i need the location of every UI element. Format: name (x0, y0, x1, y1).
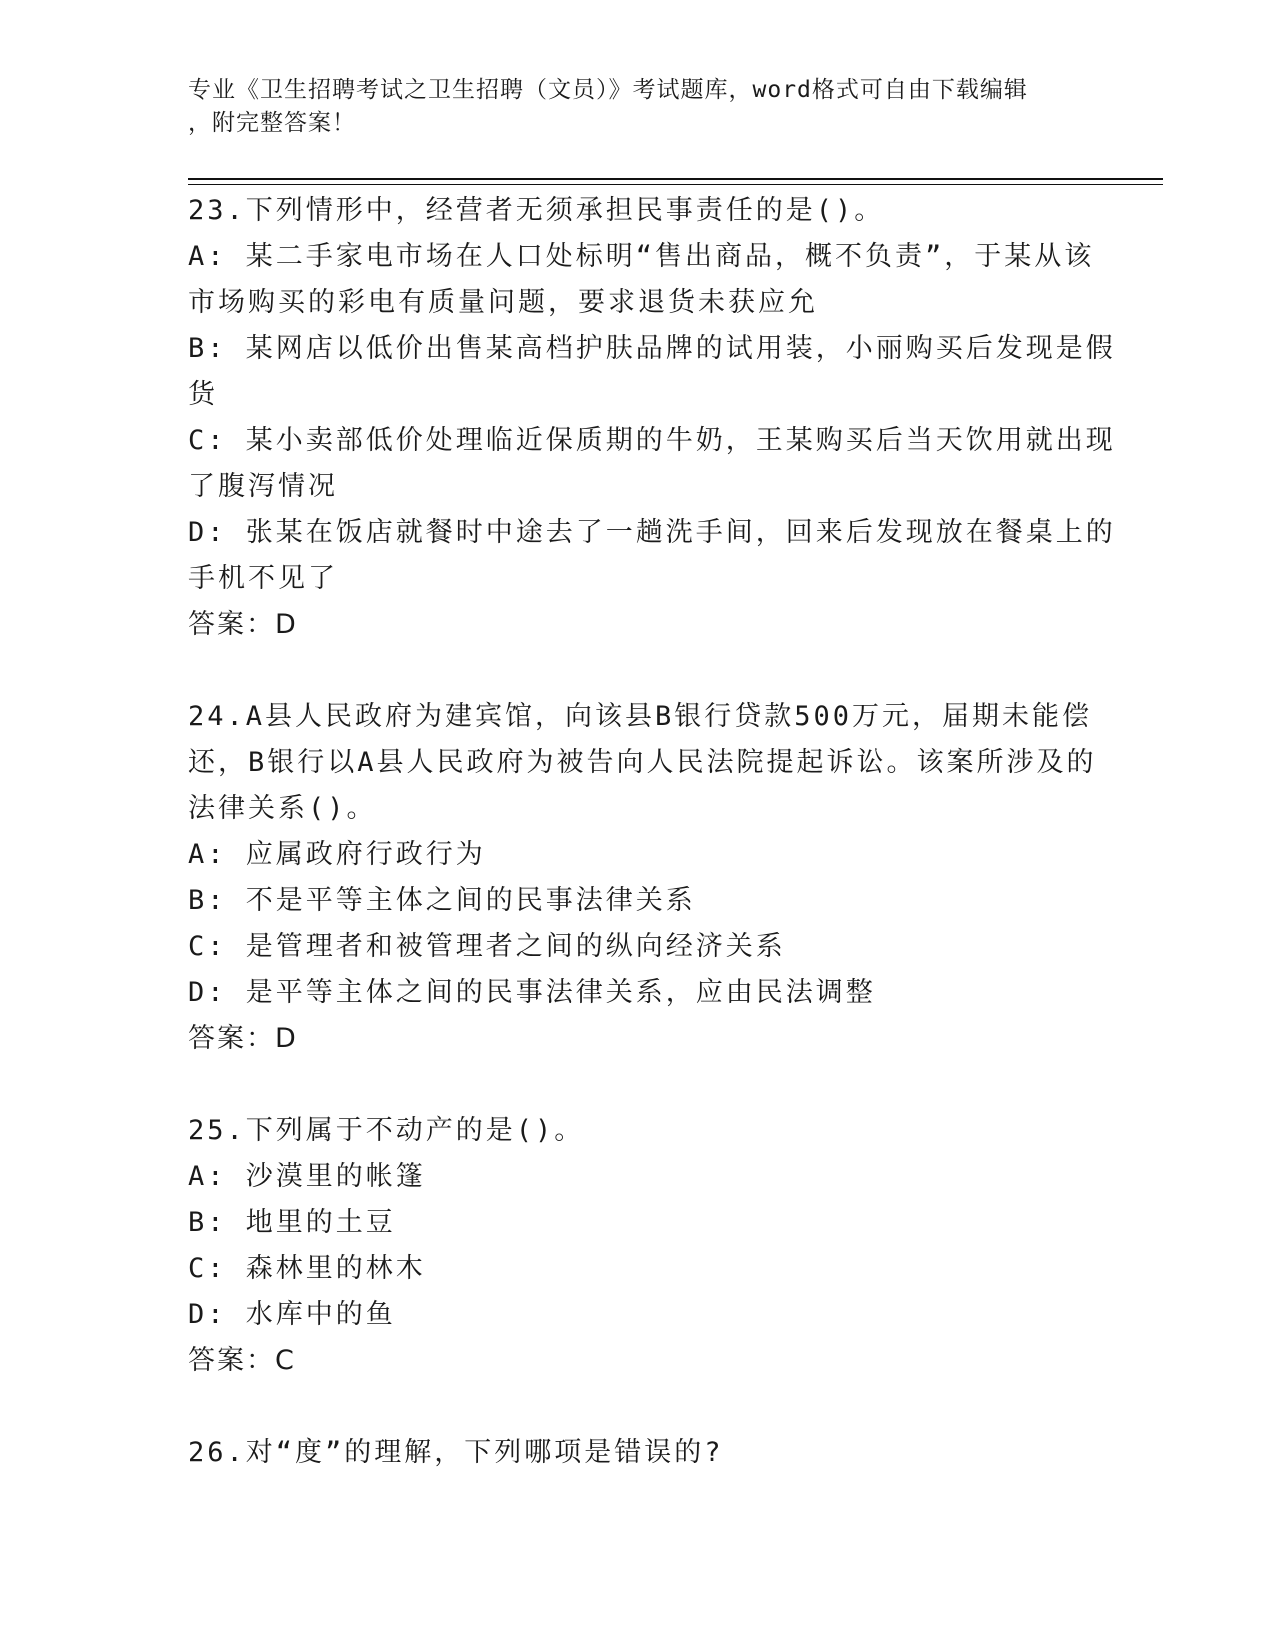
question-stem-line: 26.对“度”的理解，下列哪项是错误的? (188, 1437, 724, 1468)
answer-label: 答案：D (188, 609, 298, 640)
header-rule-thin (188, 184, 1163, 185)
question-23 (188, 188, 1116, 648)
option-c-line-1: C: 某小卖部低价处理临近保质期的牛奶，王某购买后当天饮用就出现 (188, 425, 1116, 456)
option-c-line-1: C: 是管理者和被管理者之间的纵向经济关系 (188, 931, 786, 962)
header-line-1: 专业《卫生招聘考试之卫生招聘（文员）》考试题库，word格式可自由下载编辑 (188, 77, 1028, 103)
option-a-line-2: 市场购买的彩电有质量问题，要求退货未获应允 (188, 287, 818, 318)
option-a-line-1: A: 应属政府行政行为 (188, 839, 486, 870)
option-a-line-1: A: 沙漠里的帐篷 (188, 1161, 426, 1192)
question-26 (188, 1430, 1088, 1476)
question-25 (188, 1108, 1088, 1384)
question-list (188, 188, 1116, 1522)
question-stem-line: 25.下列属于不动产的是()。 (188, 1115, 585, 1146)
option-c-line-1: C: 森林里的林木 (188, 1253, 426, 1284)
document-header (188, 74, 1088, 140)
question-stem-line: 还，B银行以A县人民政府为被告向人民法院提起诉讼。该案所涉及的 (188, 747, 1097, 778)
option-b-line-2: 货 (188, 379, 218, 410)
option-a-line-1: A: 某二手家电市场在人口处标明“售出商品，概不负责”，于某从该 (188, 241, 1095, 272)
option-d-line-1: D: 张某在饭店就餐时中途去了一趟洗手间，回来后发现放在餐桌上的 (188, 517, 1116, 548)
question-stem-line: 23.下列情形中，经营者无须承担民事责任的是()。 (188, 195, 885, 226)
option-d-line-2: 手机不见了 (188, 563, 338, 594)
option-b-line-1: B: 不是平等主体之间的民事法律关系 (188, 885, 696, 916)
header-rule-thick (188, 178, 1163, 180)
option-d-line-1: D: 是平等主体之间的民事法律关系，应由民法调整 (188, 977, 876, 1008)
question-stem-line: 法律关系()。 (188, 793, 377, 824)
answer-label: 答案：D (188, 1023, 298, 1054)
option-d-line-1: D: 水库中的鱼 (188, 1299, 396, 1330)
question-stem-line: 24.A县人民政府为建宾馆，向该县B银行贷款500万元，届期未能偿 (188, 701, 1093, 732)
option-b-line-1: B: 地里的土豆 (188, 1207, 396, 1238)
option-b-line-1: B: 某网店以低价出售某高档护肤品牌的试用装，小丽购买后发现是假 (188, 333, 1116, 364)
question-24 (188, 694, 1097, 1062)
header-line-2: ，附完整答案！ (188, 110, 356, 136)
answer-label: 答案：C (188, 1345, 296, 1376)
option-c-line-2: 了腹泻情况 (188, 471, 338, 502)
